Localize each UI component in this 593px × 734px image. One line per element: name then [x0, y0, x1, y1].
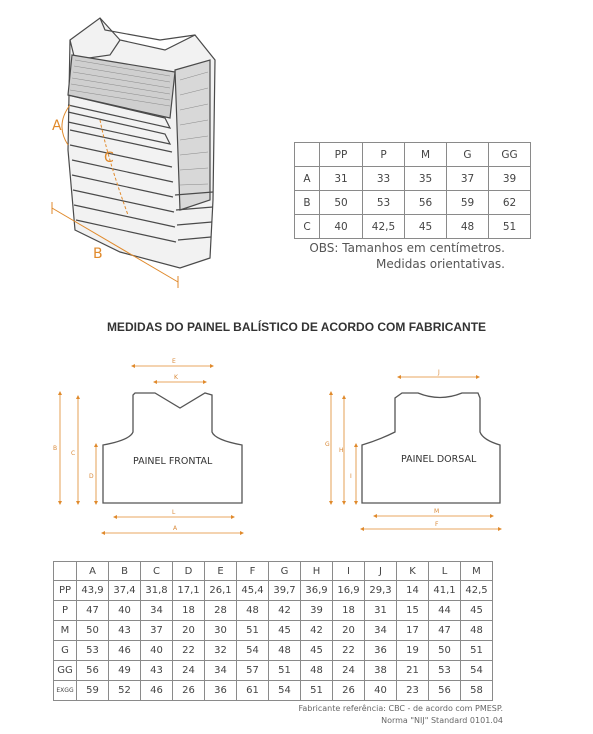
table-cell: 48 — [269, 641, 301, 661]
table-cell: 26 — [333, 681, 365, 701]
table-cell: I — [333, 562, 365, 581]
table-cell: 34 — [365, 621, 397, 641]
table-cell: 52 — [109, 681, 141, 701]
table-cell: B — [109, 562, 141, 581]
table-cell: 43 — [141, 661, 173, 681]
table-cell: C — [295, 215, 320, 239]
table-cell: 45 — [269, 621, 301, 641]
dim-label-d: D — [89, 473, 94, 480]
table-cell: M — [54, 621, 77, 641]
back-panel-label: PAINEL DORSAL — [401, 454, 477, 465]
table-cell: 43,9 — [77, 581, 109, 601]
table-cell: 24 — [333, 661, 365, 681]
table-cell: D — [173, 562, 205, 581]
table-cell: 26 — [173, 681, 205, 701]
table-cell: 50 — [320, 191, 363, 215]
table-cell: H — [301, 562, 333, 581]
table-cell: 54 — [461, 661, 493, 681]
table-cell: G — [269, 562, 301, 581]
panel-size-table-header — [54, 562, 493, 581]
table-cell: 31 — [365, 601, 397, 621]
vest-label-b: B — [93, 246, 103, 262]
table-cell: 50 — [77, 621, 109, 641]
table-cell: 46 — [141, 681, 173, 701]
panel-size-table — [53, 561, 493, 701]
dim-label-m: M — [434, 508, 440, 515]
table-cell: C — [141, 562, 173, 581]
dim-label-h: H — [339, 447, 344, 454]
table-row — [54, 661, 493, 681]
table-cell: 42,5 — [363, 215, 405, 239]
table-cell: 42 — [301, 621, 333, 641]
table-cell: 51 — [269, 661, 301, 681]
table-cell: 36 — [365, 641, 397, 661]
table-cell: 17,1 — [173, 581, 205, 601]
table-cell: 18 — [173, 601, 205, 621]
table-cell: 24 — [173, 661, 205, 681]
table-cell: 48 — [301, 661, 333, 681]
table-cell: 48 — [461, 621, 493, 641]
table-cell: 62 — [489, 191, 531, 215]
table-cell: 48 — [237, 601, 269, 621]
back-panel-shape — [362, 393, 500, 503]
table-cell: 51 — [237, 621, 269, 641]
table-row — [54, 641, 493, 661]
table-cell: 43 — [109, 621, 141, 641]
table-cell: 38 — [365, 661, 397, 681]
table-cell: 61 — [237, 681, 269, 701]
table-cell: M — [405, 143, 447, 167]
table-cell: 26,1 — [205, 581, 237, 601]
table-cell: 36 — [205, 681, 237, 701]
table-cell: 30 — [205, 621, 237, 641]
table-cell: E — [205, 562, 237, 581]
table-cell: P — [54, 601, 77, 621]
table-cell: K — [397, 562, 429, 581]
table-cell: 22 — [333, 641, 365, 661]
table-cell: A — [295, 167, 320, 191]
table-cell: 18 — [333, 601, 365, 621]
table-cell: 47 — [77, 601, 109, 621]
table-cell: 33 — [363, 167, 405, 191]
table-cell: 46 — [109, 641, 141, 661]
dim-label-i: I — [350, 473, 352, 480]
table-cell: 31,8 — [141, 581, 173, 601]
table-cell: 20 — [333, 621, 365, 641]
table-cell — [54, 562, 77, 581]
dim-label-g: G — [325, 441, 330, 448]
front-panel-shape — [103, 393, 242, 503]
dim-label-b: B — [53, 445, 58, 452]
table-cell: 42,5 — [461, 581, 493, 601]
vest-label-a: A — [52, 118, 62, 134]
table-cell: F — [237, 562, 269, 581]
dim-label-e: E — [172, 358, 176, 365]
table-row — [54, 581, 493, 601]
table-cell: 22 — [173, 641, 205, 661]
table-cell: 34 — [205, 661, 237, 681]
table-cell: 28 — [205, 601, 237, 621]
front-panel-label: PAINEL FRONTAL — [133, 456, 213, 467]
table-cell: 54 — [237, 641, 269, 661]
table-cell: 21 — [397, 661, 429, 681]
table-cell: 34 — [141, 601, 173, 621]
table-cell: 45 — [405, 215, 447, 239]
table-cell: 20 — [173, 621, 205, 641]
table-cell: 39 — [301, 601, 333, 621]
table-cell: 57 — [237, 661, 269, 681]
table-cell: 29,3 — [365, 581, 397, 601]
table-row — [54, 681, 493, 701]
table-cell: 39 — [489, 167, 531, 191]
table-row — [54, 621, 493, 641]
table-cell: 37 — [447, 167, 489, 191]
obs-line-1: OBS: Tamanhos em centímetros. — [309, 241, 505, 255]
table-cell: 45,4 — [237, 581, 269, 601]
table-cell: 47 — [429, 621, 461, 641]
table-cell: 54 — [269, 681, 301, 701]
table-cell: 40 — [141, 641, 173, 661]
table-cell: 42 — [269, 601, 301, 621]
table-cell: 59 — [77, 681, 109, 701]
dim-label-l: L — [172, 509, 176, 516]
table-cell: 45 — [461, 601, 493, 621]
table-cell: PP — [320, 143, 363, 167]
table-cell: EXGG — [54, 681, 77, 701]
table-cell: J — [365, 562, 397, 581]
table-cell: 44 — [429, 601, 461, 621]
table-cell: 49 — [109, 661, 141, 681]
table-cell: 53 — [429, 661, 461, 681]
table-cell: 48 — [447, 215, 489, 239]
table-cell: 51 — [461, 641, 493, 661]
table-cell: PP — [54, 581, 77, 601]
footer-note — [250, 703, 503, 727]
table-cell: 56 — [405, 191, 447, 215]
table-cell: M — [461, 562, 493, 581]
table-cell: 40 — [365, 681, 397, 701]
table-cell: 59 — [447, 191, 489, 215]
dim-label-c: C — [71, 450, 76, 457]
table-cell: GG — [489, 143, 531, 167]
table-cell: 39,7 — [269, 581, 301, 601]
footer-line-2: Norma "NIJ" Standard 0101.04 — [381, 716, 503, 725]
footer-line-1: Fabricante referência: CBC - de acordo com PMESP. — [298, 704, 503, 713]
table-cell: 56 — [429, 681, 461, 701]
table-cell: G — [54, 641, 77, 661]
table-cell: G — [447, 143, 489, 167]
dim-label-a: A — [173, 525, 178, 532]
table-cell: 15 — [397, 601, 429, 621]
table-cell: 51 — [301, 681, 333, 701]
table-cell: 37 — [141, 621, 173, 641]
table-cell: 31 — [320, 167, 363, 191]
table-cell: 17 — [397, 621, 429, 641]
table-cell: 45 — [301, 641, 333, 661]
dim-label-f: F — [435, 521, 439, 528]
dim-label-j: J — [438, 369, 440, 376]
table-cell: 16,9 — [333, 581, 365, 601]
table-cell: L — [429, 562, 461, 581]
table-cell: 23 — [397, 681, 429, 701]
table-cell: B — [295, 191, 320, 215]
table-cell: 41,1 — [429, 581, 461, 601]
table-row — [54, 601, 493, 621]
table-cell: 36,9 — [301, 581, 333, 601]
table-cell: 56 — [77, 661, 109, 681]
table-cell: 50 — [429, 641, 461, 661]
table-cell: A — [77, 562, 109, 581]
table-cell: 32 — [205, 641, 237, 661]
table-cell: 19 — [397, 641, 429, 661]
table-cell: 53 — [77, 641, 109, 661]
table-cell: 37,4 — [109, 581, 141, 601]
table-cell: 35 — [405, 167, 447, 191]
table-cell: 51 — [489, 215, 531, 239]
vest-label-c: C — [104, 150, 114, 166]
table-cell: 40 — [320, 215, 363, 239]
obs-line-2: Medidas orientativas. — [376, 257, 505, 271]
table-cell: P — [363, 143, 405, 167]
dim-label-k: K — [174, 374, 178, 381]
table-cell: 40 — [109, 601, 141, 621]
table-cell: 14 — [397, 581, 429, 601]
table-cell: GG — [54, 661, 77, 681]
section-title: MEDIDAS DO PAINEL BALÍSTICO DE ACORDO COM FABRICANTE — [106, 320, 487, 334]
table-cell: 58 — [461, 681, 493, 701]
table-cell: 53 — [363, 191, 405, 215]
